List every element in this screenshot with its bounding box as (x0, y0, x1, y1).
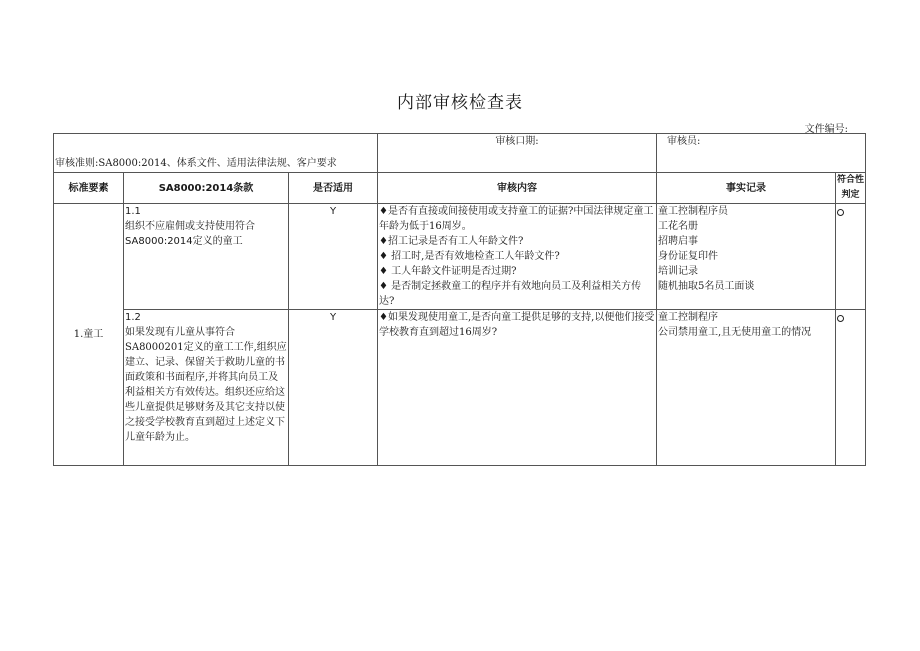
record-item: 培训记录 (658, 266, 698, 277)
clause-cell (124, 310, 289, 466)
audit-item: ♦招工记录是否有工人年龄文件? (379, 236, 524, 247)
record-item: 随机抽取5名员工面谈 (658, 281, 755, 292)
applicable-cell (289, 310, 378, 466)
conformity-mark (837, 315, 844, 322)
audit-criteria-text: 审核准则:SA8000:2014、体系文件、适用法律法规、客户要求 (55, 158, 337, 169)
audit-item: ♦如果发现使用童工,是否向童工提供足够的支持,以便他们接受学校教育直到超过16周岁? (379, 312, 655, 338)
clause-text-line: 如果发现有儿童从事符合 (125, 327, 235, 338)
doc-number-label: 文件编号: (804, 124, 848, 135)
record-item: 身份证复印件 (658, 251, 718, 262)
audit-content-cell (378, 204, 657, 310)
clause-text-line: SA8000201定义的童工工作,组织应建立、记录、保留关于救助儿童的书面政策和书面程序,并将其向员工及利益相关方有效传达。组织还应给这些儿童提供足够财务及其它支持以使之接受学校教育直到超过上述定义下儿童年龄为止。 (125, 342, 287, 443)
audit-criteria (54, 134, 378, 173)
records-cell (657, 310, 836, 466)
col-header-audit-content: 审核内容 (378, 173, 657, 204)
applicable-value: Y (329, 206, 337, 217)
audit-content-cell (378, 310, 657, 466)
records-cell (657, 204, 836, 310)
table-row (54, 310, 866, 466)
column-header-row (54, 173, 866, 204)
element-label: 1.童工 (73, 329, 104, 340)
applicable-cell (289, 204, 378, 310)
audit-item: ♦ 工人年龄文件证明是否过期? (379, 266, 517, 277)
audit-item: ♦是否有直接或间接使用或支持童工的证据?中国法律规定童工年龄为低于16周岁。 (379, 206, 654, 232)
audit-checklist-table (53, 133, 866, 466)
conformity-mark (837, 209, 844, 216)
col-header-records: 事实记录 (657, 173, 836, 204)
auditor-cell (657, 134, 866, 173)
header-row (54, 134, 866, 173)
clause-number: 1.2 (125, 312, 141, 323)
record-item: 童工控制程序 (658, 312, 718, 323)
applicable-value: Y (329, 312, 337, 323)
col-header-conformity: 符合性判定 (836, 173, 866, 204)
conformity-cell (836, 204, 866, 310)
clause-number: 1.1 (125, 206, 141, 217)
col-header-clause: SA8000:2014条款 (124, 173, 289, 204)
conformity-cell (836, 310, 866, 466)
col-header-element: 标准要素 (54, 173, 124, 204)
record-item: 招聘启事 (658, 236, 698, 247)
clause-text-line: 组织不应雇佣或支持使用符合 (125, 221, 255, 232)
audit-item: ♦ 招工时,是否有效地检查工人年龄文件? (379, 251, 560, 262)
audit-item: ♦ 是否制定拯救童工的程序并有效地向员工及利益相关方传达? (379, 281, 642, 307)
clause-text-line: SA8000:2014定义的童工 (125, 236, 243, 247)
auditor-label: 审核员: (667, 136, 701, 147)
clause-cell (124, 204, 289, 310)
element-cell (54, 204, 124, 466)
record-item: 公司禁用童工,且无使用童工的情况 (658, 327, 812, 338)
audit-date-cell (378, 134, 657, 173)
page-title: 内部审核检查表 (397, 93, 523, 113)
record-item: 工花名册 (658, 221, 698, 232)
table-row (54, 204, 866, 310)
audit-date-label: 审核口期: (495, 136, 539, 147)
record-item: 童工控制程序员 (658, 206, 728, 217)
col-header-applicable: 是否适用 (289, 173, 378, 204)
